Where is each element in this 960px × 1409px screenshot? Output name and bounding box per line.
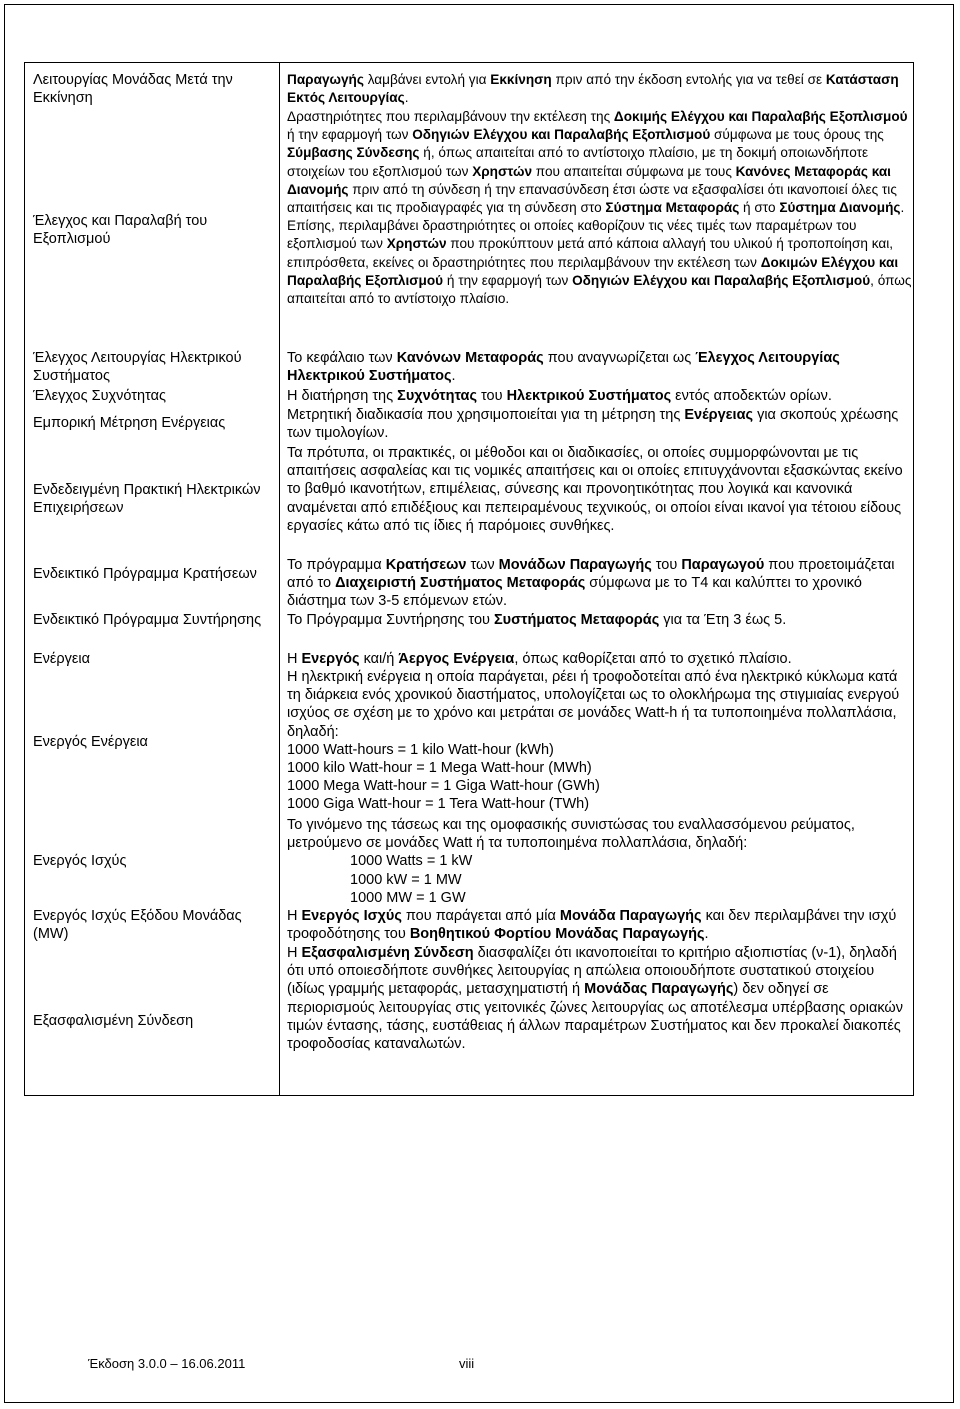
definition: Το πρόγραμμα Κρατήσεων των Μονάδων Παραγωγής του Παραγωγού που προετοιμάζεται από το Διαχειριστή Συστήματος Μεταφοράς σύμφωνα με το T4 και καλύπτει το χρονικό διάστημα των 3-5 επόμενων ετών. <box>287 557 895 610</box>
footer-page-number: viii <box>459 1356 475 1371</box>
definition: Παραγωγής λαμβάνει εντολή για Εκκίνηση πριν από την έκδοση εντολής για να τεθεί σε Κατάσταση Εκτός Λειτουργίας. <box>287 72 899 106</box>
definition <box>287 668 913 814</box>
definition: Τα πρότυπα, οι πρακτικές, οι μέθοδοι και οι διαδικασίες, οι οποίες συμμορφώνονται με τις απαιτήσεις ασφαλείας και τις νομικές απαιτήσεις και οι οποίες επιτυγχάνονται εξασκώντας εκείνο το βαθμό ικανοτήτων, επιμέλειας, σύνεσης και προνοητικότητας που λογικά και κανονικά αναμένεται από επιδέξιους και πεπειραμένους τεχνικούς, οι οποίοι είναι ικανοί για τέτοιου είδους εργασίες κάτω από τις ίδιες ή παρόμοιες συνθήκες. <box>287 445 903 534</box>
unit-line: 1000 Mega Watt-hour = 1 Giga Watt-hour (GWh) <box>287 778 600 795</box>
term: Έλεγχος και Παραλαβή του Εξοπλισμού <box>33 213 208 248</box>
term: Έλεγχος Λειτουργίας Ηλεκτρικού Συστήματος <box>33 350 242 385</box>
definition: Η Ενεργός Ισχύς που παράγεται από μία Μονάδα Παραγωγής και δεν περιλαμβάνει την ισχύ τροφοδότησης του Βοηθητικού Φορτίου Μονάδας Παραγωγής. <box>287 908 897 943</box>
term: Ενεργός Ισχύς Εξόδου Μονάδας (MW) <box>33 908 242 943</box>
unit-line: 1000 kilo Watt-hour = 1 Mega Watt-hour (MWh) <box>287 760 592 777</box>
term: Ενδεικτικό Πρόγραμμα Συντήρησης <box>33 612 262 628</box>
term: Εξασφαλισμένη Σύνδεση <box>33 1013 194 1029</box>
definition: Το Πρόγραμμα Συντήρησης του Συστήματος Μεταφοράς για τα Έτη 3 έως 5. <box>287 612 787 628</box>
unit-line: 1000 MW = 1 GW <box>350 889 466 906</box>
term: Εμπορική Μέτρηση Ενέργειας <box>33 415 226 431</box>
definition-text: Η ηλεκτρική ενέργεια η οποία παράγεται, ρέει ή τροφοδοτείται από ένα ηλεκτρικό κύκλωμα κατά τη διάρκεια ενός χρονικού διαστήματος, υπολογίζεται ως το ολοκλήρωμα της στιγμιαίας ενεργού ισχύος σε σχέση με το χρόνο και μετράται σε μονάδες Watt-h ή τα τυποποιημένα πολλαπλάσια, δηλαδή: <box>287 669 900 740</box>
term: Λειτουργίας Μονάδας Μετά την Εκκίνηση <box>33 72 233 107</box>
unit-line: 1000 Watts = 1 kW <box>350 853 473 870</box>
term: Ενδεικτικό Πρόγραμμα Κρατήσεων <box>33 566 257 582</box>
unit-line: 1000 kW = 1 MW <box>350 871 462 888</box>
term: Ενδεδειγμένη Πρακτική Ηλεκτρικών Επιχειρήσεων <box>33 482 261 517</box>
term: Έλεγχος Συχνότητας <box>33 388 166 404</box>
footer-edition: Έκδοση 3.0.0 – 16.06.2011 <box>88 1356 246 1371</box>
definition-text: Το γινόμενο της τάσεως και της ομοφασικής συνιστώσας του εναλλασσόμενου ρεύματος, μετρούμενο σε μονάδες Watt ή τα τυποποιημένα πολλαπλάσια, δηλαδή: <box>287 817 855 852</box>
unit-line: 1000 Giga Watt-hour = 1 Tera Watt-hour (TWh) <box>287 796 590 813</box>
definition: Η διατήρηση της Συχνότητας του Ηλεκτρικού Συστήματος εντός αποδεκτών ορίων. <box>287 388 832 404</box>
definition: Το κεφάλαιο των Κανόνων Μεταφοράς που αναγνωρίζεται ως Έλεγχος Λειτουργίας Ηλεκτρικού Συστήματος. <box>287 350 840 385</box>
term: Ενεργός Ισχύς <box>33 853 127 869</box>
term: Ενέργεια <box>33 651 90 667</box>
term: Ενεργός Ενέργεια <box>33 734 148 750</box>
unit-line: 1000 Watt-hours = 1 kilo Watt-hour (kWh) <box>287 741 554 758</box>
definition: Η Εξασφαλισμένη Σύνδεση διασφαλίζει ότι ικανοποιείται το κριτήριο αξιοπιστίας (ν-1), δηλαδή ότι υπό οποιεσδήποτε συνθήκες λειτουργίας η απώλεια οποιουδήποτε συστατικού στοιχείου (ιδίως γραμμής μεταφοράς, μετασχηματιστή ή Μονάδας Παραγωγής) δεν οδηγεί σε περιορισμούς λειτουργίας στις γειτονικές ζώνες λειτουργίας ως αποτέλεσμα υπέρβασης οριακών τιμών έντασης, τάσης, ευστάθειας ή άλλων παραμέτρων Συστήματος και δεν προκαλεί διακοπές τροφοδοσίας καταναλωτών. <box>287 945 904 1053</box>
column-divider <box>279 62 280 1096</box>
definition: Δραστηριότητες που περιλαμβάνουν την εκτέλεση της Δοκιμής Ελέγχου και Παραλαβής Εξοπλισμού ή την εφαρμογή των Οδηγιών Ελέγχου και Παραλαβής Εξοπλισμού σύμφωνα με τους όρους της Σύμβασης Σύνδεσης ή, όπως απαιτείται από το αντίστοιχο πλαίσιο, με τη δοκιμή οποιωνδήποτε στοιχείων του εξοπλισμού των Χρηστών που απαιτείται σύμφωνα με τους Κανόνες Μεταφοράς και Διανομής πριν από τη σύνδεση ή την επανασύνδεση έτσι ώστε να εξασφαλίσει ότι ικανοποιεί όλες τις απαιτήσεις και τις προδιαγραφές για τη σύνδεση στο Σύστημα Μεταφοράς ή στο Σύστημα Διανομής. Επίσης, περιλαμβάνει δραστηριότητες οι οποίες καθορίζουν τις νέες τιμές των παραμέτρων του εξοπλισμού των Χρηστών που προκύπτουν μετά από κάποια αλλαγή του υλικού ή τροποποίηση και, επιπρόσθετα, εκείνες οι δραστηριότητες που περιλαμβάνουν την εκτέλεση των Δοκιμών Ελέγχου και Παραλαβής Εξοπλισμού ή την εφαρμογή των Οδηγιών Ελέγχου και Παραλαβής Εξοπλισμού, όπως απαιτείται από το αντίστοιχο πλαίσιο. <box>287 109 912 307</box>
definition: Η Ενεργός και/ή Άεργος Ενέργεια, όπως καθορίζεται από το σχετικό πλαίσιο. <box>287 651 792 667</box>
definition: Μετρητική διαδικασία που χρησιμοποιείται για τη μέτρηση της Ενέργειας για σκοπούς χρέωσης των τιμολογίων. <box>287 407 899 442</box>
definition <box>287 816 913 907</box>
